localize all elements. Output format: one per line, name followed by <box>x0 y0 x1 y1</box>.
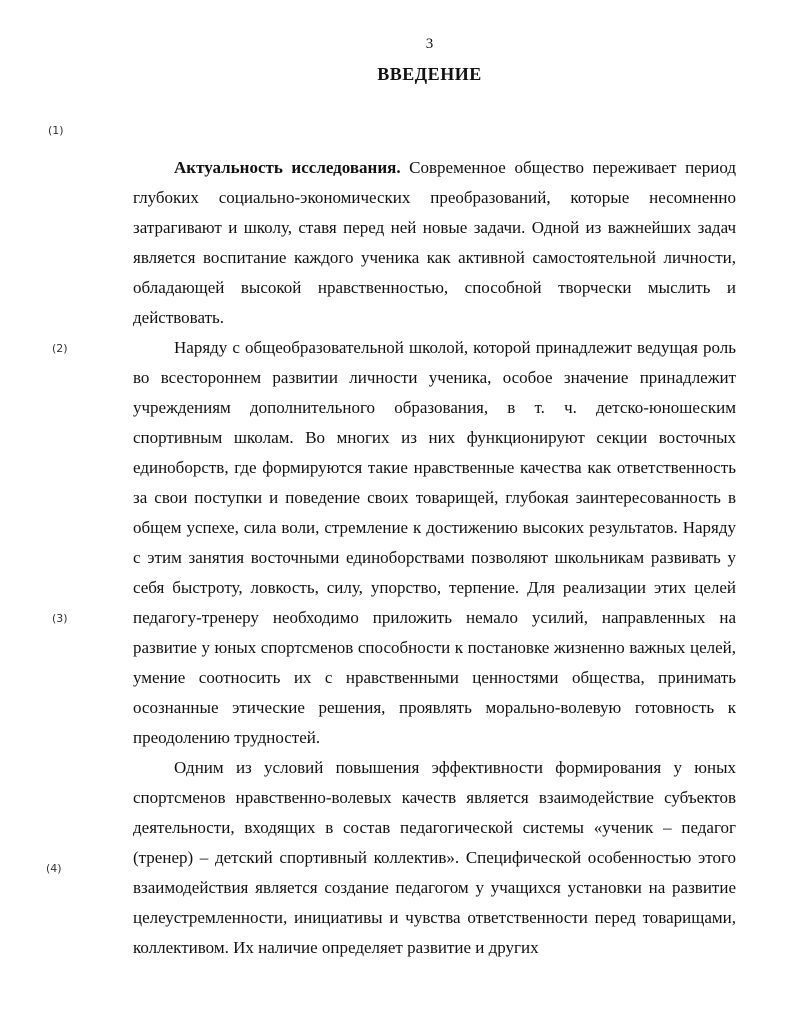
margin-mark: (1) <box>48 124 64 137</box>
paragraph-text: Современное общество переживает период глубоких социально-экономических преобразований, которые несомненно затрагивают и школу, ставя перед ней новые задачи. Одной из важнейших задач является воспитание каждого ученика как активной самостоятельной личности, обладающей высокой нравственностью, способной творчески мыслить и действовать. <box>133 158 736 327</box>
body-text <box>133 153 736 963</box>
margin-mark: (4) <box>46 862 62 875</box>
paragraph: Одним из условий повышения эффективности формирования у юных спортсменов нравственно-волевых качеств является взаимодействие субъектов деятельности, входящих в состав педагогической системы «ученик – педагог (тренер) – детский спортивный коллектив». Специфической особенностью этого взаимодействия является создание педагогом у учащихся установки на развитие целеустремленности, инициативы и чувства ответственности перед товарищами, коллективом. Их наличие определяет развитие и других <box>133 758 736 957</box>
margin-mark: (3) <box>52 612 68 625</box>
margin-mark: (2) <box>52 342 68 355</box>
page-number: 3 <box>425 36 434 52</box>
paragraph: Наряду с общеобразовательной школой, которой принадлежит ведущая роль во всестороннем развитии личности ученика, особое значение принадлежит учреждениям дополнительного образования, в т. ч. детско-юношеским спортивным школам. Во многих из них функционируют секции восточных единоборств, где формируются такие нравственные качества как ответственность за свои поступки и поведение своих товарищей, глубокая заинтересованность в общем успехе, сила воли, стремление к достижению высоких результатов. Наряду с этим занятия восточными единоборствами позволяют школьникам развивать у себя быстроту, ловкость, силу, упорство, терпение. Для реализации этих целей педагогу-тренеру необходимо приложить немало усилий, направленных на развитие у юных спортсменов способности к постановке жизненно важных целей, умение соотносить их с нравственными ценностями общества, принимать осознанные этические решения, проявлять морально-волевую готовность к преодолению трудностей. <box>133 338 736 747</box>
page-title: ВВЕДЕНИЕ <box>377 64 482 84</box>
paragraph-relevance <box>133 153 736 333</box>
paragraph-lead: Актуальность исследования. <box>174 158 401 177</box>
